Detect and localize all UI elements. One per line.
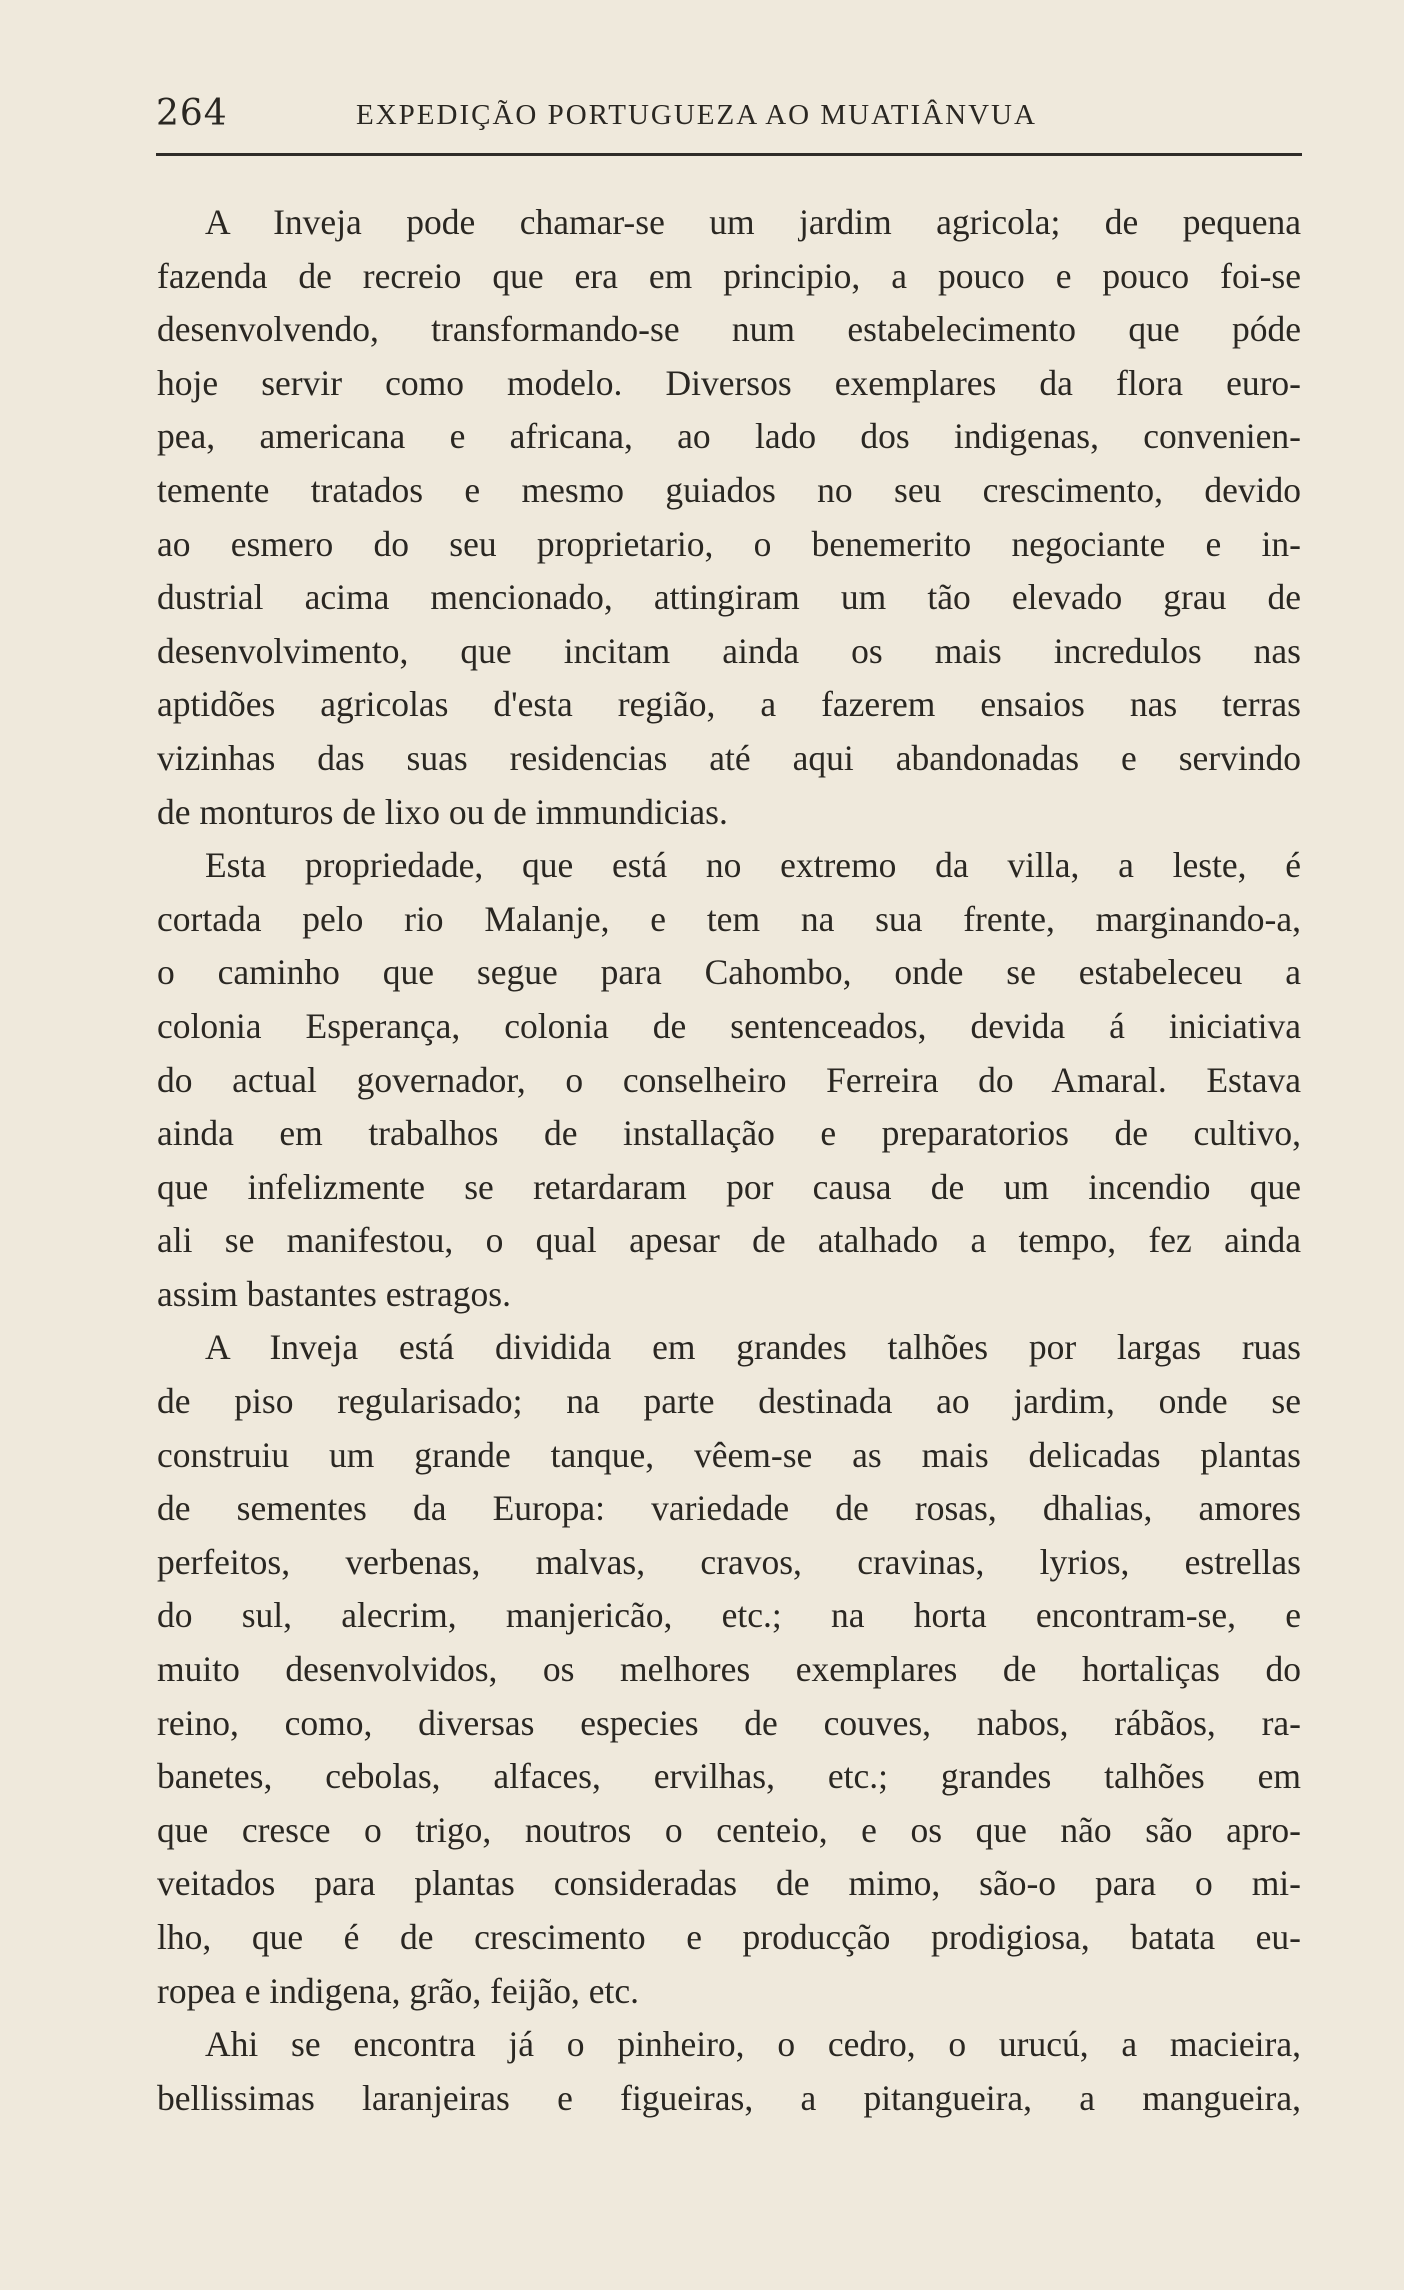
text-line: fazenda de recreio que era em principio, a pouco e pouco foi-se: [157, 255, 1301, 296]
text-line: cortada pelo rio Malanje, e tem na sua frente, marginando-a,: [157, 898, 1301, 939]
text-line: dustrial acima mencionado, attingiram um tão elevado grau de: [157, 577, 1301, 618]
header-rule: [156, 153, 1302, 156]
running-title: EXPEDIÇÃO PORTUGUEZA AO MUATIÂNVUA: [356, 99, 1037, 131]
text-line: ali se manifestou, o qual apesar de atalhado a tempo, fez ainda: [157, 1220, 1301, 1261]
text-line: reino, como, diversas especies de couves, nabos, rábãos, ra-: [157, 1702, 1301, 1743]
text-line: lho, que é de crescimento e producção prodigiosa, batata eu-: [157, 1917, 1301, 1957]
text-line: perfeitos, verbenas, malvas, cravos, cravinas, lyrios, estrellas: [157, 1541, 1301, 1582]
text-line: muito desenvolvidos, os melhores exemplares de hortaliças do: [157, 1649, 1301, 1690]
text-line: que infelizmente se retardaram por causa de um incendio que: [157, 1166, 1301, 1207]
text-line: pea, americana e africana, ao lado dos indigenas, convenien-: [157, 416, 1301, 457]
text-line: de piso regularisado; na parte destinada ao jardim, onde se: [157, 1381, 1301, 1422]
text-line: bellissimas laranjeiras e figueiras, a pitangueira, a mangueira,: [157, 2077, 1301, 2118]
text-line: colonia Esperança, colonia de sentenceados, devida á iniciativa: [157, 1005, 1301, 1046]
text-line: vizinhas das suas residencias até aqui abandonadas e servindo: [157, 737, 1301, 778]
text-line: banetes, cebolas, alfaces, ervilhas, etc.; grandes talhões em: [157, 1756, 1301, 1797]
text-line: desenvolvendo, transformando-se num estabelecimento que póde: [157, 309, 1301, 350]
text-line: hoje servir como modelo. Diversos exemplares da flora euro-: [157, 362, 1301, 403]
text-line: veitados para plantas consideradas de mimo, são-o para o mi-: [157, 1863, 1301, 1904]
text-line: Esta propriedade, que está no extremo da villa, a leste, é: [205, 845, 1301, 886]
text-line: construiu um grande tanque, vêem-se as mais delicadas plantas: [157, 1434, 1301, 1475]
text-line: assim bastantes estragos.: [157, 1273, 511, 1314]
text-line: ao esmero do seu proprietario, o benemerito negociante e in-: [157, 523, 1301, 564]
text-line: o caminho que segue para Cahombo, onde se estabeleceu a: [157, 952, 1301, 993]
text-line: aptidões agricolas d'esta região, a fazerem ensaios nas terras: [157, 684, 1301, 725]
body-text: [157, 196, 1301, 2125]
page-header: [156, 92, 1302, 136]
text-line: temente tratados e mesmo guiados no seu crescimento, devido: [157, 469, 1301, 510]
text-line: do actual governador, o conselheiro Ferreira do Amaral. Estava: [157, 1059, 1301, 1100]
text-line: Ahi se encontra já o pinheiro, o cedro, o urucú, a macieira,: [205, 2024, 1301, 2065]
text-line: desenvolvimento, que incitam ainda os mais incredulos nas: [157, 630, 1301, 671]
text-line: A Inveja está dividida em grandes talhões por largas ruas: [205, 1327, 1301, 1368]
text-line: de monturos de lixo ou de immundicias.: [157, 791, 728, 832]
text-line: ainda em trabalhos de installação e preparatorios de cultivo,: [157, 1113, 1301, 1154]
text-line: A Inveja pode chamar-se um jardim agricola; de pequena: [205, 202, 1301, 242]
page-number: 264: [156, 93, 228, 134]
text-line: do sul, alecrim, manjericão, etc.; na horta encontram-se, e: [157, 1595, 1301, 1636]
text-line: ropea e indigena, grão, feijão, etc.: [157, 1970, 639, 2011]
text-line: de sementes da Europa: variedade de rosas, dhalias, amores: [157, 1488, 1301, 1529]
text-line: que cresce o trigo, noutros o centeio, e os que não são apro-: [157, 1809, 1301, 1850]
